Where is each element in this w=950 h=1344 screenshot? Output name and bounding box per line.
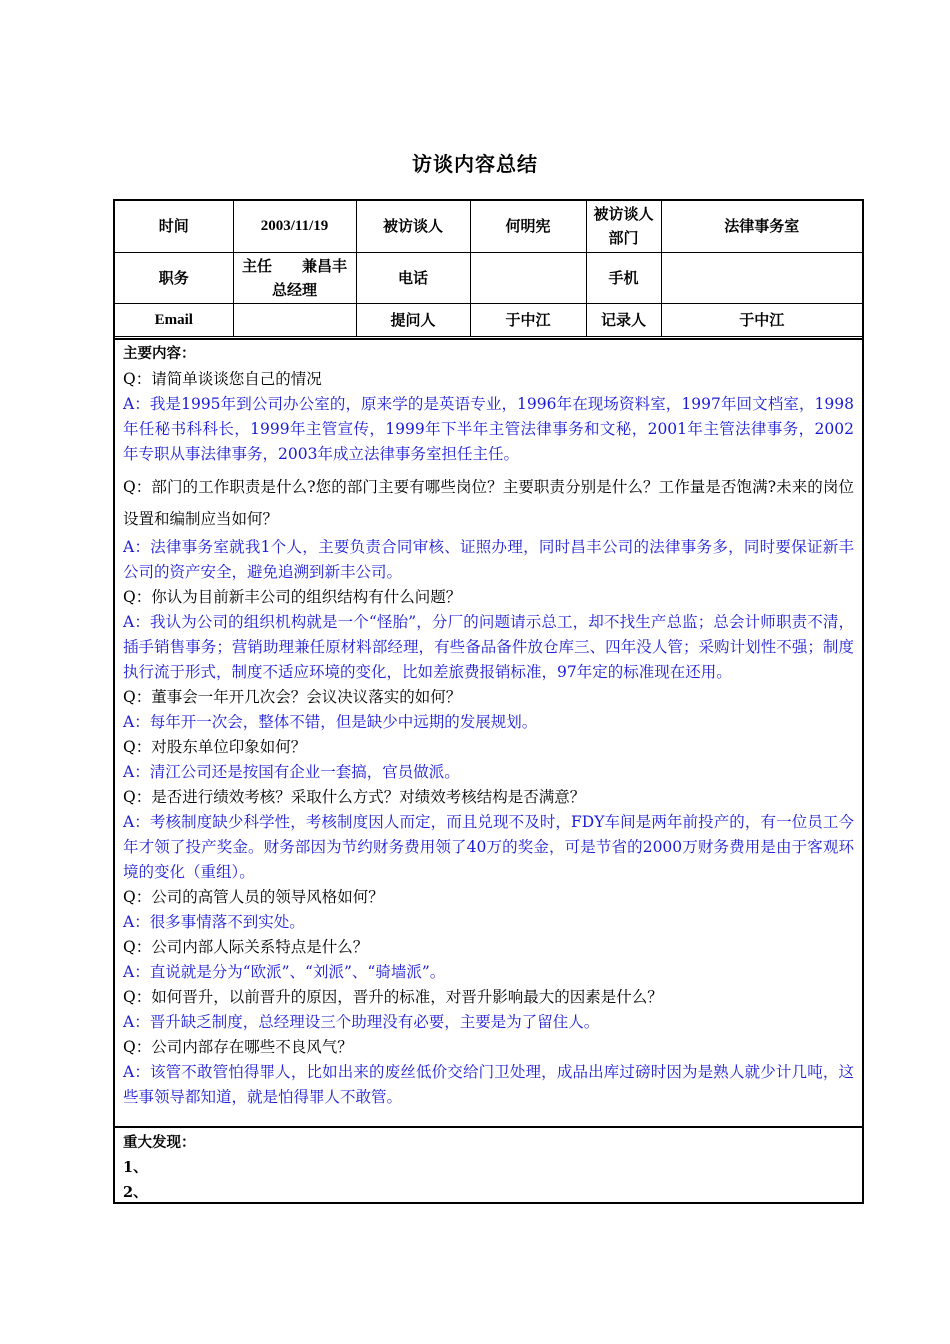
time-label: 时间 bbox=[115, 201, 233, 252]
question: Q：公司的高管人员的领导风格如何？ bbox=[123, 888, 384, 906]
header-row-3 bbox=[115, 303, 862, 336]
answer: A：每年开一次会，整体不错，但是缺少中远期的发展规划。 bbox=[123, 713, 538, 731]
answer: A：我是1995年到公司办公室的，原来学的是英语专业，1996年在现场资料室，1997年回文档室，1998年任秘书科科长，1999年主管宣传，1999年下半年主管法律事务和文秘，2001年主管法律事务，2002年专职从事法律事务，2003年成立法律事务室担任主任。 bbox=[123, 395, 854, 463]
main-content-section bbox=[115, 338, 862, 1126]
interviewee-value: 何明宪 bbox=[470, 201, 586, 252]
answer: A：直说就是分为“欧派”、“刘派”、“骑墙派”。 bbox=[123, 963, 446, 981]
answer: A：考核制度缺少科学性，考核制度因人而定，而且兑现不及时，FDY车间是两年前投产的，有一位员工今年才领了投产奖金。财务部因为节约财务费用领了40万的奖金，可是节省的2000万财务费用是由于客观环境的变化（重组）。 bbox=[123, 813, 854, 881]
phone-value bbox=[470, 252, 586, 303]
interviewer-value: 于中江 bbox=[470, 303, 586, 336]
email-value bbox=[233, 303, 356, 336]
question: Q：如何晋升，以前晋升的原因，晋升的标准，对晋升影响最大的因素是什么？ bbox=[123, 988, 663, 1006]
interviewee-label: 被访谈人 bbox=[356, 201, 470, 252]
answer: A：晋升缺乏制度，总经理设三个助理没有必要，主要是为了留住人。 bbox=[123, 1013, 600, 1031]
interviewer-label: 提问人 bbox=[356, 303, 470, 336]
findings-heading: 重大发现： bbox=[123, 1134, 196, 1151]
position-value: 主任 兼昌丰总经理 bbox=[233, 252, 356, 303]
finding-item: 2、 bbox=[123, 1184, 148, 1201]
header-row-1 bbox=[115, 201, 862, 252]
finding-item: 1、 bbox=[123, 1159, 148, 1176]
time-value: 2003/11/19 bbox=[233, 201, 356, 252]
answer: A：法律事务室就我1个人，主要负责合同审核、证照办理，同时昌丰公司的法律事务多，同时要保证新丰公司的资产安全，避免追溯到新丰公司。 bbox=[123, 538, 854, 581]
dept-label: 被访谈人部门 bbox=[586, 201, 661, 252]
main-content-heading: 主要内容： bbox=[123, 346, 196, 362]
answer: A：清江公司还是按国有企业一套搞，官员做派。 bbox=[123, 763, 460, 781]
answer: A：我认为公司的组织机构就是一个“怪胎”，分厂的问题请示总工，却不找生产总监；总会计师职责不清，插手销售事务；营销助理兼任原材料部经理，有些备品备件放仓库三、四年没人管；采购计划性不强；制度执行流于形式，制度不适应环境的变化，比如差旅费报销标准，97年定的标准现在还用。 bbox=[123, 613, 854, 681]
question: Q：公司内部存在哪些不良风气？ bbox=[123, 1038, 353, 1056]
recorder-value: 于中江 bbox=[661, 303, 862, 336]
position-label: 职务 bbox=[115, 252, 233, 303]
mobile-value bbox=[661, 252, 862, 303]
question: Q：请简单谈谈您自己的情况 bbox=[123, 370, 322, 388]
phone-label: 电话 bbox=[356, 252, 470, 303]
recorder-label: 记录人 bbox=[586, 303, 661, 336]
question: Q：对股东单位印象如何？ bbox=[123, 738, 307, 756]
question: Q：部门的工作职责是什么?您的部门主要有哪些岗位？主要职责分别是什么？工作量是否饱满?未来的岗位设置和编制应当如何？ bbox=[123, 478, 854, 528]
question: Q：董事会一年开几次会？会议决议落实的如何？ bbox=[123, 688, 462, 706]
mobile-label: 手机 bbox=[586, 252, 661, 303]
email-label: Email bbox=[115, 303, 233, 336]
question: Q：你认为目前新丰公司的组织结构有什么问题？ bbox=[123, 588, 462, 606]
header-table bbox=[115, 201, 862, 337]
question: Q：是否进行绩效考核？采取什么方式？对绩效考核结构是否满意？ bbox=[123, 788, 586, 806]
header-row-2 bbox=[115, 252, 862, 303]
answer: A：该管不敢管怕得罪人，比如出来的废丝低价交给门卫处理，成品出库过磅时因为是熟人就少计几吨，这些事领导都知道，就是怕得罪人不敢管。 bbox=[123, 1063, 854, 1106]
dept-value: 法律事务室 bbox=[661, 201, 862, 252]
answer: A：很多事情落不到实处。 bbox=[123, 913, 305, 931]
findings-section bbox=[115, 1126, 862, 1202]
page-title: 访谈内容总结 bbox=[412, 152, 538, 176]
question: Q：公司内部人际关系特点是什么？ bbox=[123, 938, 369, 956]
interview-form bbox=[113, 199, 864, 1204]
